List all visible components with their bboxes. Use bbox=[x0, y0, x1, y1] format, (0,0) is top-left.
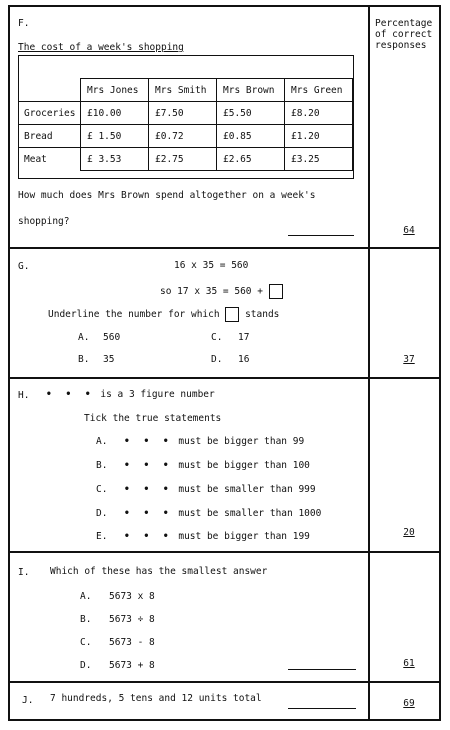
option-label: B. bbox=[78, 354, 90, 365]
answer-line-f[interactable] bbox=[288, 235, 354, 236]
table-cell: £10.00 bbox=[81, 102, 149, 125]
statement-label: D. bbox=[96, 508, 108, 519]
instruction-g-end: stands bbox=[245, 309, 280, 320]
table-cell: £2.75 bbox=[149, 148, 217, 171]
question-f-line1: How much does Mrs Brown spend altogether on a week's bbox=[18, 190, 316, 201]
table-header-row bbox=[18, 79, 353, 102]
statement-item[interactable] bbox=[124, 484, 316, 496]
option-value[interactable]: 17 bbox=[238, 332, 250, 343]
table-row bbox=[18, 102, 353, 125]
percentage-j: 69 bbox=[403, 698, 415, 709]
option-value[interactable]: 560 bbox=[103, 332, 121, 343]
table-cell: £ 3.53 bbox=[81, 148, 149, 171]
table-cell: Meat bbox=[18, 148, 81, 171]
instruction-h: Tick the true statements bbox=[84, 413, 222, 424]
dots-icon: • • • bbox=[46, 389, 95, 400]
option-text[interactable]: 5673 - 8 bbox=[109, 637, 155, 648]
divider-g-h bbox=[8, 377, 441, 379]
option-text[interactable]: 5673 ÷ 8 bbox=[109, 614, 155, 625]
table-header-cell: Mrs Brown bbox=[217, 79, 285, 102]
percentage-i: 61 bbox=[403, 658, 415, 669]
option-label: B. bbox=[80, 614, 92, 625]
question-letter-g: G. bbox=[18, 261, 30, 272]
table-row bbox=[18, 125, 353, 148]
shopping-title: The cost of a week's shopping bbox=[18, 42, 184, 53]
table-header-cell: Mrs Smith bbox=[149, 79, 217, 102]
divider-f-g bbox=[8, 247, 441, 249]
answer-line-i[interactable] bbox=[288, 669, 356, 670]
question-i: Which of these has the smallest answer bbox=[50, 566, 268, 577]
question-letter-f: F. bbox=[18, 18, 30, 29]
table-cell: £2.65 bbox=[217, 148, 285, 171]
statement-item[interactable] bbox=[124, 460, 310, 472]
intro-h-text: is a 3 figure number bbox=[100, 389, 215, 400]
question-f-line2: shopping? bbox=[18, 216, 70, 227]
column-divider bbox=[368, 5, 370, 721]
statement-label: E. bbox=[96, 531, 108, 542]
dots-icon: • • • bbox=[124, 484, 173, 495]
option-text[interactable]: 5673 + 8 bbox=[109, 660, 155, 671]
table-cell: £0.85 bbox=[217, 125, 285, 148]
option-text[interactable]: 5673 x 8 bbox=[109, 591, 155, 602]
table-cell: £5.50 bbox=[217, 102, 285, 125]
statement-label: C. bbox=[96, 484, 108, 495]
border-left bbox=[8, 5, 10, 721]
option-label: C. bbox=[80, 637, 92, 648]
dots-icon: • • • bbox=[124, 436, 173, 447]
question-letter-i: I. bbox=[18, 567, 30, 578]
option-label: D. bbox=[80, 660, 92, 671]
answer-line-j[interactable] bbox=[288, 708, 356, 709]
dots-icon: • • • bbox=[124, 460, 173, 471]
percentage-g: 37 bbox=[403, 354, 415, 365]
divider-h-i bbox=[8, 551, 441, 553]
instruction-g-text: Underline the number for which bbox=[48, 309, 220, 320]
percentage-h: 20 bbox=[403, 527, 415, 538]
table-cell: £8.20 bbox=[285, 102, 353, 125]
question-letter-j: J. bbox=[22, 695, 34, 706]
option-value[interactable]: 16 bbox=[238, 354, 250, 365]
table-row bbox=[18, 148, 353, 171]
dots-icon: • • • bbox=[124, 508, 173, 519]
table-cell: £0.72 bbox=[149, 125, 217, 148]
table-cell: £7.50 bbox=[149, 102, 217, 125]
border-right bbox=[439, 5, 441, 721]
option-label: A. bbox=[78, 332, 90, 343]
table-cell: £1.20 bbox=[285, 125, 353, 148]
border-top bbox=[8, 5, 441, 7]
question-j: 7 hundreds, 5 tens and 12 units total bbox=[50, 693, 262, 704]
intro-h bbox=[46, 389, 215, 401]
statement-text: must be bigger than 199 bbox=[178, 531, 310, 542]
option-label: C. bbox=[211, 332, 223, 343]
statement-text: must be bigger than 100 bbox=[178, 460, 310, 471]
statement-label: A. bbox=[96, 436, 108, 447]
statement-item[interactable] bbox=[124, 531, 310, 543]
option-label: D. bbox=[211, 354, 223, 365]
statement-label: B. bbox=[96, 460, 108, 471]
table-header-cell: Mrs Green bbox=[285, 79, 353, 102]
table-cell: £3.25 bbox=[285, 148, 353, 171]
table-cell: Groceries bbox=[18, 102, 81, 125]
answer-box-icon bbox=[269, 284, 283, 299]
equation-2 bbox=[160, 284, 283, 299]
table-cell: £ 1.50 bbox=[81, 125, 149, 148]
shopping-table bbox=[18, 78, 353, 171]
statement-item[interactable] bbox=[124, 436, 304, 448]
statement-text: must be smaller than 999 bbox=[178, 484, 316, 495]
dots-icon: • • • bbox=[124, 531, 173, 542]
table-cell: Bread bbox=[18, 125, 81, 148]
question-letter-h: H. bbox=[18, 390, 30, 401]
statement-item[interactable] bbox=[124, 508, 321, 520]
option-value[interactable]: 35 bbox=[103, 354, 115, 365]
percentage-f: 64 bbox=[403, 225, 415, 236]
instruction-g bbox=[48, 307, 279, 322]
equation-1: 16 x 35 = 560 bbox=[174, 260, 249, 271]
box-symbol-icon bbox=[225, 307, 239, 322]
border-bottom bbox=[8, 719, 441, 721]
statement-text: must be smaller than 1000 bbox=[178, 508, 322, 519]
option-label: A. bbox=[80, 591, 92, 602]
divider-i-j bbox=[8, 681, 441, 683]
table-header-cell bbox=[18, 79, 81, 102]
statement-text: must be bigger than 99 bbox=[178, 436, 305, 447]
percentage-header: Percentage of correct responses bbox=[375, 18, 433, 51]
equation-2-text: so 17 x 35 = 560 + bbox=[160, 286, 263, 297]
table-header-cell: Mrs Jones bbox=[81, 79, 149, 102]
